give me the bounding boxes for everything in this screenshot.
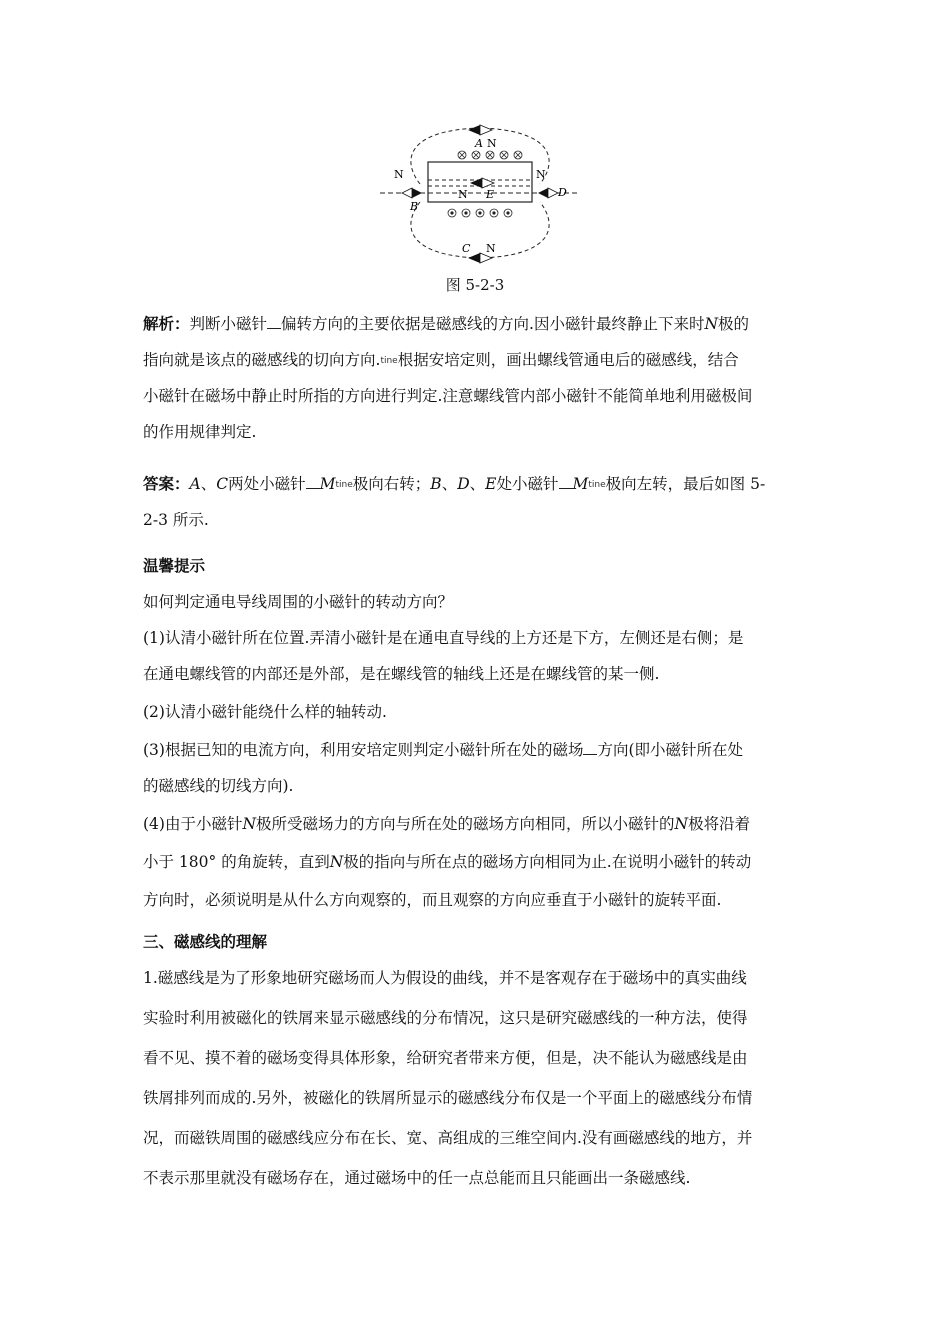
tip-p4-line3: 方向时，必须说明是从什么方向观察的，而且观察的方向应垂直于小磁针的旋转平面.: [143, 891, 722, 909]
tip-p1-line2: 在通电螺线管的内部还是外部，是在螺线管的轴线上还是在螺线管的某一侧.: [143, 665, 660, 683]
answer-sep: 、: [441, 475, 458, 493]
n-pole: N: [329, 853, 344, 871]
section3-line-2: 实验时利用被磁化的铁屑来显示磁感线的分布情况，这只是研究磁感线的一种方法，使得: [143, 1009, 748, 1027]
section3-line-4: 铁屑排列而成的.另外，被磁化的铁屑所显示的磁感线分布仅是一个平面上的磁感线分布情: [143, 1089, 753, 1107]
fig-label-n-a: N: [487, 137, 497, 150]
analysis-line-4: 的作用规律判定.: [143, 423, 257, 441]
tip-text: 方向(即小磁针所在处: [597, 741, 744, 759]
tip-title: 温馨提示: [143, 557, 206, 575]
answer-text: 极向左转，最后如图 5-: [605, 475, 766, 493]
solenoid-figure: [380, 118, 580, 268]
analysis-text: 偏转方向的主要依据是磁感线的方向.因小磁针最终静止下来时: [281, 315, 705, 333]
answer-sep: 、: [469, 475, 486, 493]
glitch-mark: tine: [588, 479, 606, 490]
tip-p1-line1: (1)认清小磁针所在位置.弄清小磁针是在通电直导线的上方还是下方，左侧还是右侧；是: [143, 629, 744, 647]
fig-label-n-d: N: [536, 168, 546, 181]
section3-title: 三、磁感线的理解: [143, 933, 268, 951]
fig-label-d: D: [558, 186, 567, 199]
answer-m: M: [319, 475, 336, 493]
section3-line-6: 不表示那里就没有磁场存在，通过磁场中的任一点总能而且只能画出一条磁感线.: [143, 1169, 691, 1187]
underline-mark: [306, 478, 320, 489]
glitch-mark: tine: [335, 479, 353, 490]
n-pole: N: [704, 315, 719, 333]
answer-a: A: [189, 475, 201, 493]
answer-e: E: [485, 475, 497, 493]
tip-text: (4)由于小磁针: [143, 815, 243, 833]
tip-p3-line2: 的磁感线的切线方向).: [143, 777, 294, 795]
fig-label-b: B: [410, 200, 419, 213]
section3-line-5: 况，而磁铁周围的磁感线应分布在长、宽、高组成的三维空间内.没有画磁感线的地方，并: [143, 1129, 753, 1147]
tip-text: 极的指向与所在点的磁场方向相同为止.在说明小磁针的转动: [343, 853, 752, 871]
needle-a: [468, 125, 492, 135]
tip-text: 小于 180° 的角旋转，直到: [143, 853, 330, 871]
figure-caption: 图 5-2-3: [445, 276, 505, 294]
analysis-text: 指向就是该点的磁感线的切向方向.: [143, 351, 381, 369]
tip-text: (3)根据已知的电流方向，利用安培定则判定小磁针所在处的磁场: [143, 741, 584, 759]
answer-text: 处小磁针: [496, 475, 559, 493]
answer-line-1: [143, 472, 823, 494]
needle-b: [402, 188, 422, 198]
analysis-line-1: [143, 312, 823, 334]
underline-mark: [267, 318, 281, 329]
tip-p4-line1: [143, 812, 823, 834]
answer-text: 极向右转；: [352, 475, 431, 493]
fig-label-n-e: N: [458, 188, 468, 201]
answer-sep: 、: [200, 475, 217, 493]
fig-label-n-b: N: [394, 168, 404, 181]
analysis-line-3: 小磁针在磁场中静止时所指的方向进行判定.注意螺线管内部小磁针不能简单地利用磁极间: [143, 387, 753, 405]
underline-mark: [559, 478, 573, 489]
tip-p3-line1: [143, 738, 823, 760]
fig-label-n-c: N: [486, 242, 496, 255]
analysis-text: 极的: [718, 315, 750, 333]
needle-d: [538, 188, 558, 198]
n-pole: N: [242, 815, 257, 833]
section3-line-3: 看不见、摸不着的磁场变得具体形象，给研究者带来方便，但是，决不能认为磁感线是由: [143, 1049, 748, 1067]
glitch-mark: tine: [380, 355, 398, 366]
answer-d: D: [457, 475, 470, 493]
answer-m: M: [572, 475, 589, 493]
tip-question: 如何判定通电导线周围的小磁针的转动方向？: [143, 593, 454, 611]
tip-p2: (2)认清小磁针能绕什么样的轴转动.: [143, 703, 387, 721]
tip-p4-line2: [143, 850, 823, 872]
analysis-line-2: [143, 348, 823, 370]
answer-b: B: [430, 475, 442, 493]
analysis-text: 根据安培定则，画出螺线管通电后的磁感线，结合: [397, 351, 739, 369]
analysis-text: 判断小磁针: [189, 315, 268, 333]
underline-mark: [583, 744, 597, 755]
answer-line-2: 2-3 所示.: [143, 511, 209, 529]
answer-c: C: [216, 475, 229, 493]
fig-label-e: E: [486, 188, 495, 201]
current-in-symbols: [458, 151, 522, 159]
field-line-outer-bottom: [411, 202, 549, 258]
n-pole: N: [674, 815, 689, 833]
answer-text: 两处小磁针: [228, 475, 306, 493]
analysis-label: 解析：: [143, 315, 190, 333]
tip-text: 极所受磁场力的方向与所在处的磁场方向相同，所以小磁针的: [256, 815, 675, 833]
current-out-symbols: [448, 209, 512, 217]
tip-text: 极将沿着: [688, 815, 751, 833]
section3-line-1: 1.磁感线是为了形象地研究磁场而人为假设的曲线，并不是客观存在于磁场中的真实曲线: [143, 969, 747, 987]
fig-label-c: C: [462, 242, 471, 255]
fig-label-a: A: [475, 137, 483, 150]
answer-label: 答案：: [143, 475, 190, 493]
